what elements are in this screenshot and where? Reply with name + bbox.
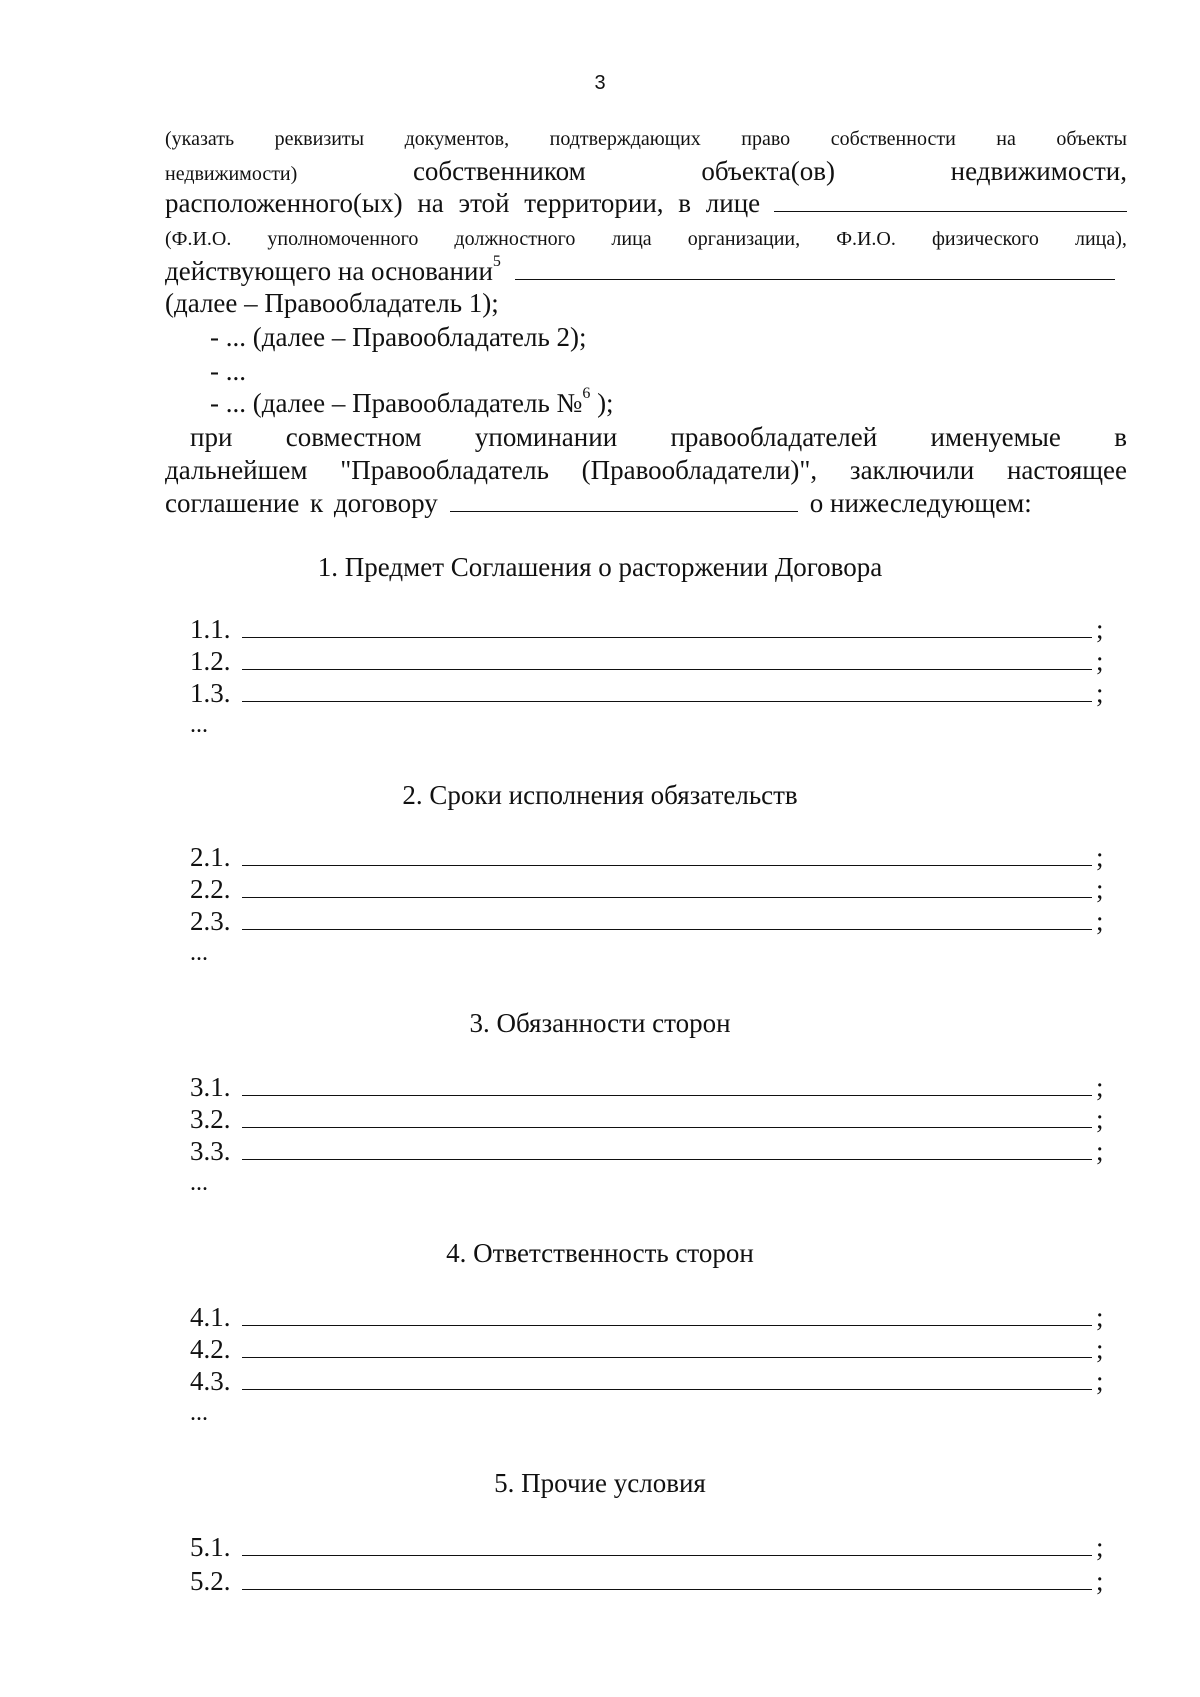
list-item bbox=[190, 1072, 1110, 1103]
word: правообладателей bbox=[670, 422, 878, 452]
item-number: 5.2. bbox=[190, 1566, 231, 1596]
item-end: ; bbox=[1096, 646, 1104, 676]
intro-line-10 bbox=[190, 422, 1127, 453]
item-end: ; bbox=[1096, 1532, 1104, 1562]
word: на bbox=[996, 128, 1016, 150]
intro-line-9 bbox=[210, 385, 1172, 419]
intro-line-1 bbox=[165, 128, 1127, 151]
item-blank[interactable] bbox=[242, 1105, 1092, 1128]
contract-blank[interactable] bbox=[450, 489, 798, 512]
word: дальнейшем bbox=[165, 455, 308, 485]
intro-line-8: - ... bbox=[210, 356, 246, 386]
item-blank[interactable] bbox=[242, 1335, 1092, 1358]
list-item bbox=[190, 842, 1110, 873]
item-number: 5.1. bbox=[190, 1532, 231, 1562]
word: объекта(ов) bbox=[701, 156, 835, 186]
representative-blank[interactable] bbox=[774, 189, 1127, 212]
item-blank[interactable] bbox=[242, 1073, 1092, 1096]
item-blank[interactable] bbox=[242, 1137, 1092, 1160]
word: (Ф.И.О. bbox=[165, 228, 232, 250]
word: заключили bbox=[849, 455, 975, 485]
list-item bbox=[190, 1566, 1110, 1597]
item-number: 1.3. bbox=[190, 678, 231, 708]
word: собственником bbox=[412, 156, 586, 186]
word: (Правообладатели)", bbox=[581, 455, 818, 485]
item-number: 2.2. bbox=[190, 874, 231, 904]
list-item bbox=[190, 1104, 1110, 1135]
section-4-title: 4. Ответственность сторон bbox=[446, 1238, 754, 1268]
item-blank[interactable] bbox=[242, 1533, 1092, 1556]
word: право bbox=[741, 128, 791, 150]
intro-text: расположенного(ых) на этой территории, в лице bbox=[165, 188, 761, 218]
item-number: 1.2. bbox=[190, 646, 231, 676]
item-end: ; bbox=[1096, 874, 1104, 904]
list-item bbox=[190, 1334, 1110, 1365]
list-item bbox=[190, 646, 1110, 677]
word: организации, bbox=[687, 228, 801, 250]
list-item bbox=[190, 1136, 1110, 1167]
item-end: ; bbox=[1096, 1366, 1104, 1396]
section-3-title: 3. Обязанности сторон bbox=[469, 1008, 731, 1038]
intro-line-3 bbox=[165, 188, 1127, 219]
item-number: 3.3. bbox=[190, 1136, 231, 1166]
word: совместном bbox=[285, 422, 422, 452]
word: упоминании bbox=[474, 422, 618, 452]
item-number: 3.2. bbox=[190, 1104, 231, 1134]
word: "Правообладатель bbox=[340, 455, 549, 485]
item-number: 3.1. bbox=[190, 1072, 231, 1102]
intro-line-12 bbox=[165, 488, 1127, 519]
basis-blank[interactable] bbox=[515, 257, 1115, 280]
item-number: 4.2. bbox=[190, 1334, 231, 1364]
word: реквизиты bbox=[274, 128, 365, 150]
intro-line-7: - ... (далее – Правообладатель 2); bbox=[210, 322, 587, 352]
item-end: ; bbox=[1096, 1136, 1104, 1166]
item-blank[interactable] bbox=[242, 875, 1092, 898]
word: Ф.И.О. bbox=[836, 228, 896, 250]
item-end: ; bbox=[1096, 1334, 1104, 1364]
item-end: ; bbox=[1096, 842, 1104, 872]
section-2-title: 2. Сроки исполнения обязательств bbox=[402, 780, 798, 810]
item-end: ; bbox=[1096, 614, 1104, 644]
footnote-5: 5 bbox=[492, 253, 501, 270]
list-item bbox=[190, 1532, 1110, 1563]
word: недвижимости, bbox=[950, 156, 1127, 186]
word: должностного bbox=[454, 228, 576, 250]
item-blank[interactable] bbox=[242, 615, 1092, 638]
word: подтверждающих bbox=[549, 128, 701, 150]
agreement-text: соглашение к договору bbox=[165, 488, 438, 518]
list-item bbox=[190, 614, 1110, 645]
item-number: 4.3. bbox=[190, 1366, 231, 1396]
word: настоящее bbox=[1006, 455, 1127, 485]
section-5-title: 5. Прочие условия bbox=[494, 1468, 706, 1498]
word: недвижимости) bbox=[165, 163, 298, 185]
intro-line-5 bbox=[165, 253, 1127, 287]
list-item bbox=[190, 906, 1110, 937]
item-end: ; bbox=[1096, 1302, 1104, 1332]
item-blank[interactable] bbox=[242, 843, 1092, 866]
item-end: ; bbox=[1096, 1566, 1104, 1596]
word: в bbox=[1114, 422, 1127, 452]
word: собственности bbox=[830, 128, 956, 150]
word: при bbox=[190, 422, 233, 452]
word: физического bbox=[931, 228, 1039, 250]
item-end: ; bbox=[1096, 906, 1104, 936]
item-number: 2.3. bbox=[190, 906, 231, 936]
agreement-end: о нижеследующем: bbox=[809, 488, 1032, 518]
intro-text bbox=[165, 253, 501, 287]
page-number: 3 bbox=[594, 72, 606, 94]
list-item bbox=[190, 678, 1110, 709]
list-item bbox=[190, 874, 1110, 905]
intro-line-11 bbox=[165, 455, 1127, 486]
word: объекты bbox=[1056, 128, 1127, 150]
intro-line-6: (далее – Правообладатель 1); bbox=[165, 288, 499, 318]
section-3-ellipsis: ... bbox=[190, 1170, 208, 1196]
list-item bbox=[190, 1302, 1110, 1333]
item-blank[interactable] bbox=[242, 1567, 1092, 1590]
word: лица), bbox=[1074, 228, 1127, 250]
item-blank[interactable] bbox=[242, 907, 1092, 930]
rightholder-n-end: ); bbox=[590, 388, 614, 418]
item-end: ; bbox=[1096, 678, 1104, 708]
word: уполномоченного bbox=[267, 228, 419, 250]
basis-text: действующего на основании bbox=[165, 256, 493, 286]
footnote-6: 6 bbox=[582, 385, 591, 402]
section-2-ellipsis: ... bbox=[190, 940, 208, 966]
item-number: 2.1. bbox=[190, 842, 231, 872]
list-item bbox=[190, 1366, 1110, 1397]
item-end: ; bbox=[1096, 1104, 1104, 1134]
item-blank[interactable] bbox=[242, 647, 1092, 670]
word: лица bbox=[611, 228, 652, 250]
section-4-ellipsis: ... bbox=[190, 1400, 208, 1426]
item-blank[interactable] bbox=[242, 1367, 1092, 1390]
word: именуемые bbox=[930, 422, 1061, 452]
section-1-title: 1. Предмет Соглашения о расторжении Договора bbox=[317, 552, 883, 582]
item-number: 4.1. bbox=[190, 1302, 231, 1332]
section-1-ellipsis: ... bbox=[190, 712, 208, 738]
word: (указать bbox=[165, 128, 235, 150]
item-end: ; bbox=[1096, 1072, 1104, 1102]
word: документов, bbox=[404, 128, 510, 150]
intro-line-4 bbox=[165, 228, 1127, 251]
intro-line-2 bbox=[165, 156, 1127, 187]
item-number: 1.1. bbox=[190, 614, 231, 644]
item-blank[interactable] bbox=[242, 1303, 1092, 1326]
item-blank[interactable] bbox=[242, 679, 1092, 702]
rightholder-n-text: - ... (далее – Правообладатель № bbox=[210, 388, 583, 418]
